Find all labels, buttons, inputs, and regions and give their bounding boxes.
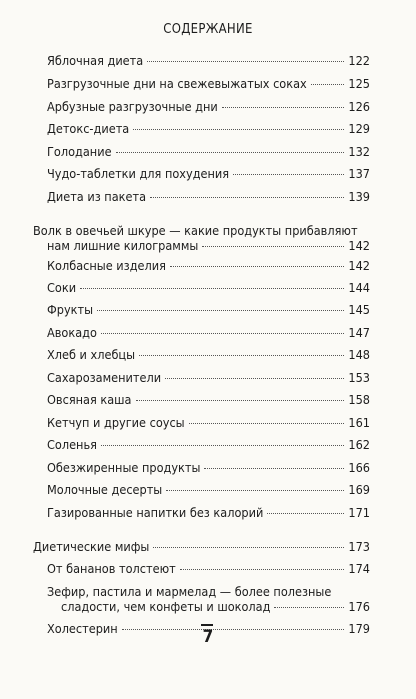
toc-entry-page: 126	[348, 99, 370, 114]
toc-entry[interactable]	[47, 99, 370, 114]
toc-entry-page: 145	[348, 302, 370, 317]
leader-dots	[150, 197, 344, 198]
leader-dots	[204, 468, 344, 469]
toc-entry-page: 174	[348, 561, 370, 576]
toc-entry[interactable]	[47, 325, 370, 340]
section-heading-line2-wrap	[33, 238, 370, 253]
toc-entry-page: 148	[348, 347, 370, 362]
toc-entry[interactable]	[47, 76, 370, 91]
toc-section-heading[interactable]	[33, 539, 370, 554]
page-number-rule	[201, 624, 213, 626]
toc-entry-page: 139	[348, 189, 370, 204]
toc-section-heading[interactable]	[33, 223, 370, 253]
leader-dots	[180, 569, 344, 570]
toc-entry[interactable]	[47, 347, 370, 362]
toc-entry-page: 125	[348, 76, 370, 91]
toc-entry-page: 171	[348, 505, 370, 520]
page-title: СОДЕРЖАНИЕ	[163, 22, 253, 37]
toc-entry[interactable]	[47, 258, 370, 273]
toc-entry-page: 158	[348, 392, 370, 407]
leader-dots	[165, 378, 344, 379]
toc-entry-title: Голодание	[47, 144, 112, 159]
leader-dots	[80, 288, 344, 289]
leader-dots	[133, 129, 344, 130]
leader-dots	[233, 174, 344, 175]
leader-dots	[116, 152, 344, 153]
toc-entry[interactable]	[47, 302, 370, 317]
toc-entry-title: От бананов толстеют	[47, 561, 176, 576]
toc-entry-page: 161	[348, 415, 370, 430]
toc-entry[interactable]	[47, 584, 370, 614]
toc-entry[interactable]	[47, 166, 370, 181]
toc-entry[interactable]	[47, 505, 370, 520]
toc-entry[interactable]	[47, 437, 370, 452]
toc-entry[interactable]	[47, 370, 370, 385]
toc-entry-page: 179	[348, 621, 370, 636]
leader-dots	[274, 607, 344, 608]
toc-entry-title: Газированные напитки без калорий	[47, 505, 264, 520]
toc-entry-title: Холестерин	[47, 621, 118, 636]
toc-entry-title: Диета из пакета	[47, 189, 147, 204]
leader-dots	[101, 445, 344, 446]
section-heading-title: Диетические мифы	[33, 539, 150, 554]
toc-entry-title: Арбузные разгрузочные дни	[47, 99, 218, 114]
toc-entry-page: 166	[348, 460, 370, 475]
toc-entry[interactable]	[47, 415, 370, 430]
toc-entry-page: 147	[348, 325, 370, 340]
toc-entry-title: Яблочная диета	[47, 53, 144, 68]
section-heading-line2: нам лишние килограммы	[47, 238, 199, 253]
toc-entry[interactable]	[47, 561, 370, 576]
leader-dots	[153, 547, 344, 548]
leader-dots	[311, 84, 344, 85]
toc-entry-title: Овсяная каша	[47, 392, 132, 407]
leader-dots	[202, 246, 344, 247]
toc-entry[interactable]	[47, 280, 370, 295]
toc-entry-page: 162	[348, 437, 370, 452]
toc-entry-title: Кетчуп и другие соусы	[47, 415, 185, 430]
toc-entry-page: 142	[348, 258, 370, 273]
toc-entry[interactable]	[47, 392, 370, 407]
toc-entry-title: Соленья	[47, 437, 97, 452]
toc-entry[interactable]	[47, 144, 370, 159]
leader-dots	[139, 355, 344, 356]
toc-entry[interactable]	[47, 121, 370, 136]
toc-entry-title: Молочные десерты	[47, 482, 163, 497]
toc-entry-page: 176	[348, 599, 370, 614]
toc-entry[interactable]	[47, 460, 370, 475]
toc-entry-page: 144	[348, 280, 370, 295]
leader-dots	[170, 266, 344, 267]
toc-entry-page: 137	[348, 166, 370, 181]
leader-dots	[136, 400, 345, 401]
toc-entry-title: Чудо-таблетки для похудения	[47, 166, 230, 181]
toc-entry-page: 129	[348, 121, 370, 136]
toc-entry-title: Сахарозаменители	[47, 370, 162, 385]
toc-entry-title: Хлеб и хлебцы	[47, 347, 136, 362]
leader-dots	[189, 423, 344, 424]
section-heading-page: 142	[348, 238, 370, 253]
leader-dots	[97, 310, 344, 311]
toc-entry-title: Авокадо	[47, 325, 97, 340]
toc-entry-title: Фрукты	[47, 302, 94, 317]
section-heading-page: 173	[348, 539, 370, 554]
toc-entry-page: 122	[348, 53, 370, 68]
toc-entry-title: Соки	[47, 280, 77, 295]
toc-entry-line2-wrap	[47, 599, 370, 614]
toc-entry-title-line1: Зефир, пастила и мармелад — более полезные	[47, 584, 332, 599]
leader-dots	[147, 61, 344, 62]
toc-entry[interactable]	[47, 189, 370, 204]
leader-dots	[267, 513, 344, 514]
toc-entry-title-line2: сладости, чем конфеты и шоколад	[61, 599, 271, 614]
toc-entry-title: Обезжиренные продукты	[47, 460, 201, 475]
toc-entry-title: Колбасные изделия	[47, 258, 166, 273]
leader-dots	[166, 490, 344, 491]
page-number: 7	[202, 627, 214, 647]
section-heading-line1: Волк в овечьей шкуре — какие продукты прибавляют	[33, 223, 358, 238]
toc-entry[interactable]	[47, 53, 370, 68]
toc-entry-page: 153	[348, 370, 370, 385]
leader-dots	[222, 107, 344, 108]
toc-entry-page: 169	[348, 482, 370, 497]
toc-entry-title: Детокс-диета	[47, 121, 130, 136]
leader-dots	[101, 333, 344, 334]
toc-entry-title: Разгрузочные дни на свежевыжатых соках	[47, 76, 307, 91]
toc-entry-page: 132	[348, 144, 370, 159]
toc-entry[interactable]	[47, 482, 370, 497]
